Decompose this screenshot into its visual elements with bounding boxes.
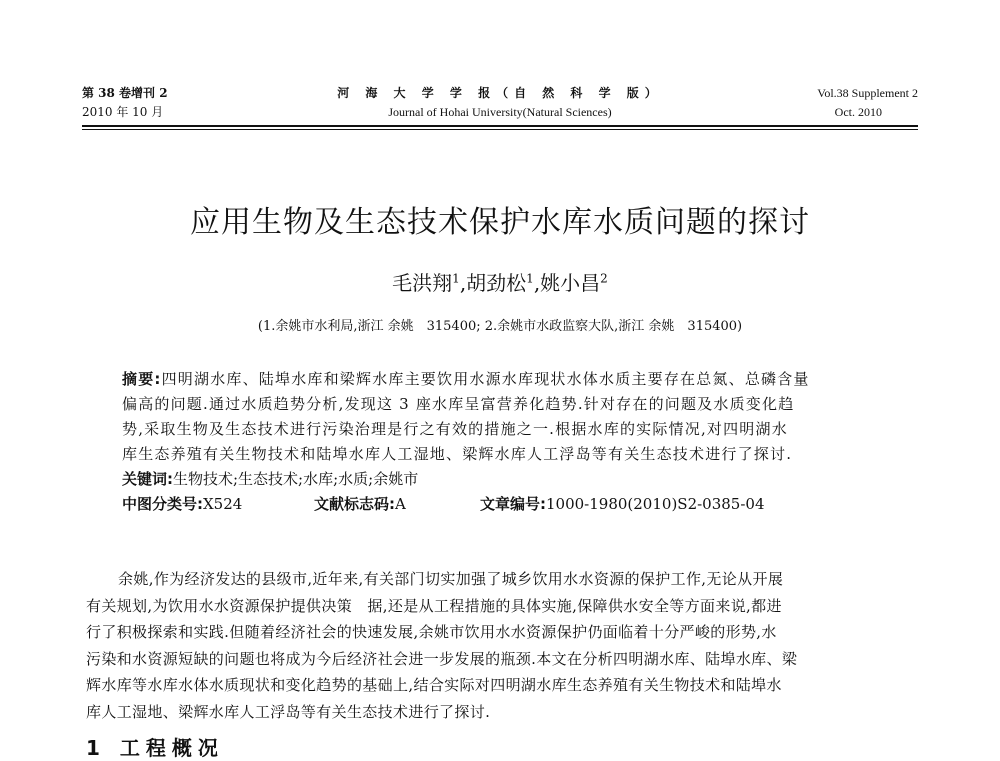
journal-title-block	[82, 84, 918, 122]
abstract-label: 摘要:	[122, 370, 162, 388]
author-name: 毛洪翔	[392, 271, 453, 295]
volume-info-en	[817, 84, 918, 122]
clc-label: 中图分类号:	[122, 495, 203, 513]
abstract-line: 势,采取生物及生态技术进行污染治理是行之有效的措施之一.根据水库的实际情况,对四明湖水	[122, 420, 788, 438]
body-paragraph-line: 行了积极探索和实践.但随着经济社会的快速发展,余姚市饮用水水资源保护仍面临着十分严峻的形势,水	[86, 623, 777, 641]
clc-number	[122, 492, 314, 517]
volume-info-cn	[82, 84, 168, 122]
keywords-value: 生物技术;生态技术;水库;水质;余姚市	[173, 470, 419, 488]
header-rule-thin	[82, 129, 918, 130]
author-affiliation-mark: 2	[600, 271, 608, 286]
date-en: Oct. 2010	[834, 105, 882, 119]
author-affiliation-mark: 1	[452, 271, 460, 286]
article-number-label: 文章编号:	[480, 495, 546, 513]
keywords-line	[122, 467, 884, 492]
body-paragraph-line: 污染和水资源短缺的问题也将成为今后经济社会进一步发展的瓶颈.本文在分析四明湖水库、陆埠水库、梁	[86, 649, 798, 668]
affiliations: (1.余姚市水利局,浙江 余姚 315400; 2.余姚市水政监察大队,浙江 余姚 315400)	[257, 319, 743, 334]
body-paragraph-line: 辉水库等水库水体水质现状和变化趋势的基础上,结合实际对四明湖水库生态养殖有关生物技术和陆埠水	[86, 676, 782, 694]
body-paragraph-line: 库人工湿地、梁辉水库人工浮岛等有关生态技术进行了探讨.	[86, 702, 491, 721]
article-number	[480, 492, 765, 517]
keywords-label: 关键词:	[122, 470, 173, 488]
author-name: 胡劲松	[466, 271, 527, 295]
author-separator: ,	[459, 271, 467, 295]
body-text	[86, 566, 916, 725]
abstract-text: 四明湖水库、陆埠水库和梁辉水库主要饮用水源水库现状水体水质主要存在总氮、总磷含量	[161, 370, 810, 388]
section-number: 1	[86, 736, 100, 760]
paper-title: 应用生物及生态技术保护水库水质问题的探讨	[190, 205, 810, 240]
classification-line	[122, 492, 884, 517]
author-list	[0, 269, 1000, 297]
body-paragraph-line: 有关规划,为饮用水水资源保护提供决策 据,还是从工程措施的具体实施,保障供水安全等方面来说,都进	[86, 596, 782, 615]
clc-value: X524	[203, 495, 243, 513]
author-separator: ,	[533, 271, 541, 295]
abstract-line: 库生态养殖有关生物技术和陆埠水库人工湿地、梁辉水库人工浮岛等有关生态技术进行了探讨.	[122, 445, 793, 463]
abstract-line: 偏高的问题.通过水质趋势分析,发现这 3 座水库呈富营养化趋势.针对存在的问题及水质变化趋	[122, 395, 795, 413]
section-title: 工程概况	[119, 736, 224, 760]
journal-title-en: Journal of Hohai University(Natural Sciences)	[388, 105, 612, 119]
body-paragraph-line: 余姚,作为经济发达的县级市,近年来,有关部门切实加强了城乡饮用水水资源的保护工作,无论从开展	[118, 570, 784, 588]
date-cn: 2010 年 10 月	[82, 105, 164, 119]
author-name: 姚小昌	[540, 271, 601, 295]
running-header	[82, 84, 918, 126]
author-affiliation-mark: 1	[526, 271, 534, 286]
journal-title-cn: 河 海 大 学 学 报（自 然 科 学 版）	[337, 86, 663, 100]
document-code-value: A	[395, 495, 406, 513]
document-code-label: 文献标志码:	[314, 495, 395, 513]
document-code	[314, 492, 480, 517]
abstract-line	[122, 367, 884, 392]
article-number-value: 1000-1980(2010)S2-0385-04	[546, 495, 765, 513]
abstract-block	[122, 367, 884, 517]
volume-issue-en: Vol.38 Supplement 2	[817, 86, 918, 100]
section-heading	[86, 735, 224, 761]
volume-issue-cn: 第 38 卷增刊 2	[82, 86, 168, 100]
header-rule-thick	[82, 125, 918, 127]
